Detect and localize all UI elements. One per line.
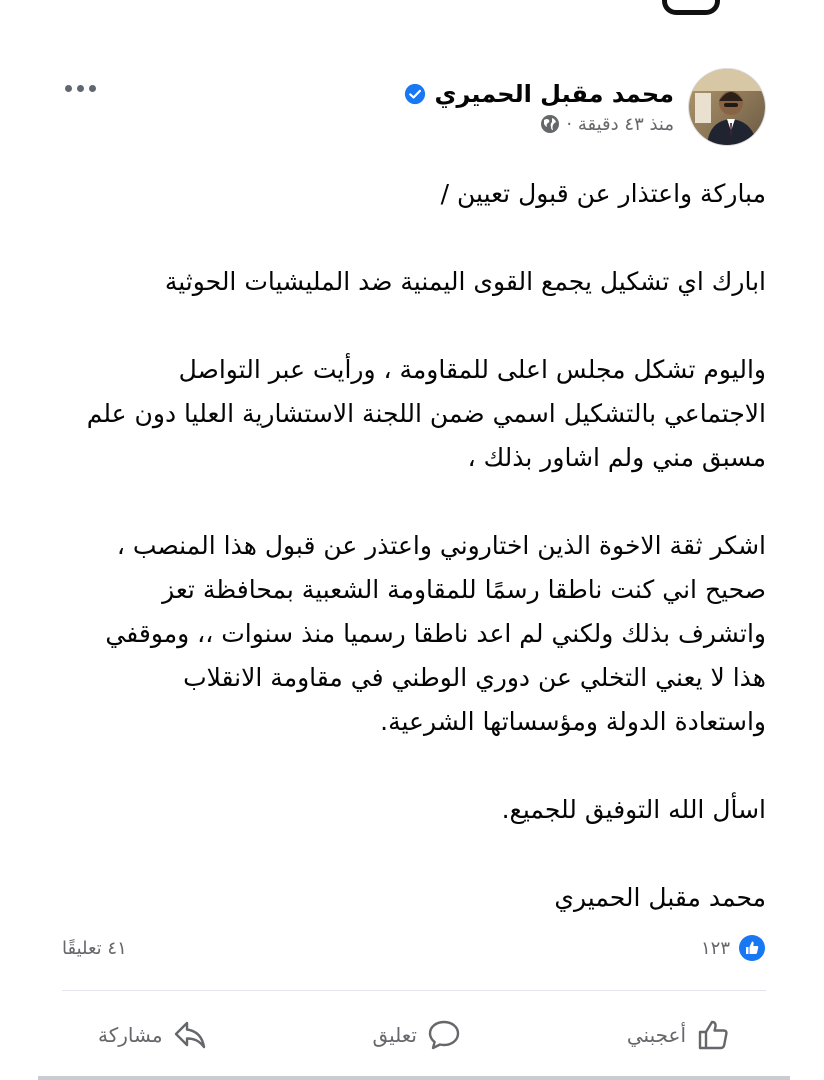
author-block <box>404 80 674 135</box>
avatar-photo-icon <box>689 69 765 145</box>
engagement-stats <box>62 932 766 964</box>
timestamp[interactable]: منذ ٤٣ دقيقة · <box>566 113 674 135</box>
reactions-count[interactable] <box>701 934 766 962</box>
like-button[interactable] <box>591 1018 766 1052</box>
cropped-glyph <box>662 0 720 15</box>
post-paragraph: اشكر ثقة الاخوة الذين اختاروني واعتذر عن قبول هذا المنصب ، صحيح اني كنت ناطقا رسمًا للمقاومة الشعبية بمحافظة تعز واتشرف بذلك ولكني لم اعد ناطقا رسميا منذ سنوات ،، وموقفي هذا لا يعني التخلي عن دوري الوطني في مقاومة الانقلاب واستعادة الدولة ومؤسساتها الشرعية. <box>105 531 766 736</box>
action-bar <box>62 1010 766 1060</box>
dot <box>77 85 84 92</box>
avatar[interactable] <box>688 68 766 146</box>
post-card <box>38 48 790 1080</box>
comment-button[interactable] <box>336 1018 497 1052</box>
verified-badge-icon <box>404 83 426 105</box>
post-meta <box>404 114 674 135</box>
author-name-row <box>404 80 674 108</box>
divider <box>62 990 766 991</box>
post-paragraph: ابارك اي تشكيل يجمع القوى اليمنية ضد المليشيات الحوثية <box>164 267 766 296</box>
post-signature: محمد مقبل الحميري <box>554 883 766 912</box>
comment-label: تعليق <box>372 1023 417 1047</box>
bottom-divider <box>38 1076 790 1080</box>
like-label: أعجبني <box>626 1023 686 1047</box>
thumbs-up-icon <box>696 1018 730 1052</box>
share-arrow-icon <box>173 1018 207 1052</box>
more-options-icon[interactable] <box>58 78 102 98</box>
like-reaction-icon <box>738 934 766 962</box>
post-paragraph: مباركة واعتذار عن قبول تعيين / <box>440 179 766 208</box>
post-body <box>56 172 766 920</box>
post-paragraph: واليوم تشكل مجلس اعلى للمقاومة ، ورأيت عبر التواصل الاجتماعي بالتشكيل اسمي ضمن اللجنة الاستشارية العليا دون علم مسبق مني ولم اشاور بذلك ، <box>86 355 766 472</box>
share-label: مشاركة <box>98 1023 163 1047</box>
globe-icon[interactable] <box>540 114 560 134</box>
share-button[interactable] <box>62 1018 243 1052</box>
author-name[interactable]: محمد مقبل الحميري <box>434 79 674 108</box>
dot <box>89 85 96 92</box>
post-paragraph: اسأل الله التوفيق للجميع. <box>501 795 766 824</box>
reactions-number: ١٢٣ <box>700 937 730 959</box>
dot <box>65 85 72 92</box>
post-header <box>404 68 766 146</box>
comments-count[interactable]: ٤١ تعليقًا <box>62 937 127 959</box>
comment-bubble-icon <box>427 1018 461 1052</box>
